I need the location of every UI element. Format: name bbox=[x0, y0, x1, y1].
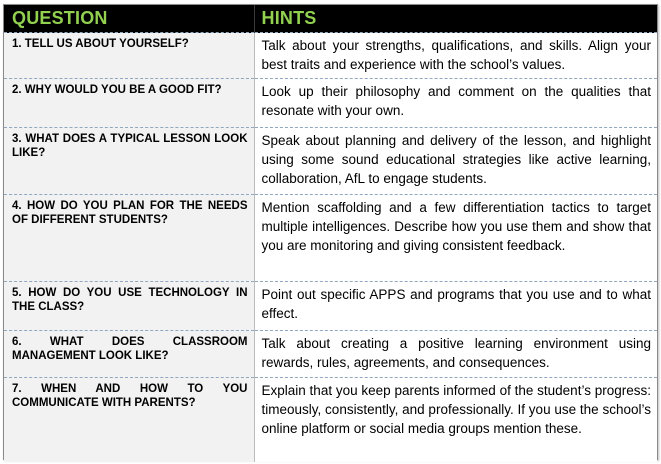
table-row bbox=[4, 33, 657, 79]
question-cell: 3. WHAT DOES A TYPICAL LESSON LOOK LIKE? bbox=[4, 128, 254, 195]
hint-cell: Talk about creating a positive learning environment using rewards, rules, agreements, and consequences. bbox=[254, 331, 657, 378]
hint-cell: Speak about planning and delivery of the lesson, and highlight using some sound educational strategies like active learning, collaboration, AfL to engage students. bbox=[254, 128, 657, 195]
table-row bbox=[4, 195, 657, 282]
interview-questions-table-frame bbox=[3, 4, 658, 460]
question-cell: 6. WHAT DOES CLASSROOM MANAGEMENT LOOK LIKE? bbox=[4, 331, 254, 378]
interview-questions-table bbox=[4, 5, 657, 462]
hint-cell: Point out specific APPS and programs that you use and to what effect. bbox=[254, 282, 657, 331]
question-cell: 7. WHEN AND HOW TO YOU COMMUNICATE WITH PARENTS? bbox=[4, 378, 254, 463]
table-body bbox=[4, 33, 657, 463]
table-row bbox=[4, 331, 657, 378]
table-row bbox=[4, 79, 657, 128]
hints-column-header: HINTS bbox=[254, 5, 657, 33]
question-column-header: QUESTION bbox=[4, 5, 254, 33]
question-cell: 2. WHY WOULD YOU BE A GOOD FIT? bbox=[4, 79, 254, 128]
question-cell: 1. TELL US ABOUT YOURSELF? bbox=[4, 33, 254, 79]
header-row bbox=[4, 5, 657, 33]
table-row bbox=[4, 128, 657, 195]
hint-cell: Mention scaffolding and a few differentiation tactics to target multiple intelligences. Describe how you use them and show that you are monitoring and giving consistent feedback. bbox=[254, 195, 657, 282]
hint-cell: Explain that you keep parents informed of the student’s progress: timeously, consistently, and professionally. If you use the school’s online platform or social media groups mention these. bbox=[254, 378, 657, 463]
question-cell: 5. HOW DO YOU USE TECHNOLOGY IN THE CLASS? bbox=[4, 282, 254, 331]
hint-cell: Talk about your strengths, qualifications, and skills. Align your best traits and experience with the school’s values. bbox=[254, 33, 657, 79]
table-row bbox=[4, 378, 657, 463]
table-header bbox=[4, 5, 657, 33]
hint-cell: Look up their philosophy and comment on the qualities that resonate with your own. bbox=[254, 79, 657, 128]
question-cell: 4. HOW DO YOU PLAN FOR THE NEEDS OF DIFFERENT STUDENTS? bbox=[4, 195, 254, 282]
table-row bbox=[4, 282, 657, 331]
